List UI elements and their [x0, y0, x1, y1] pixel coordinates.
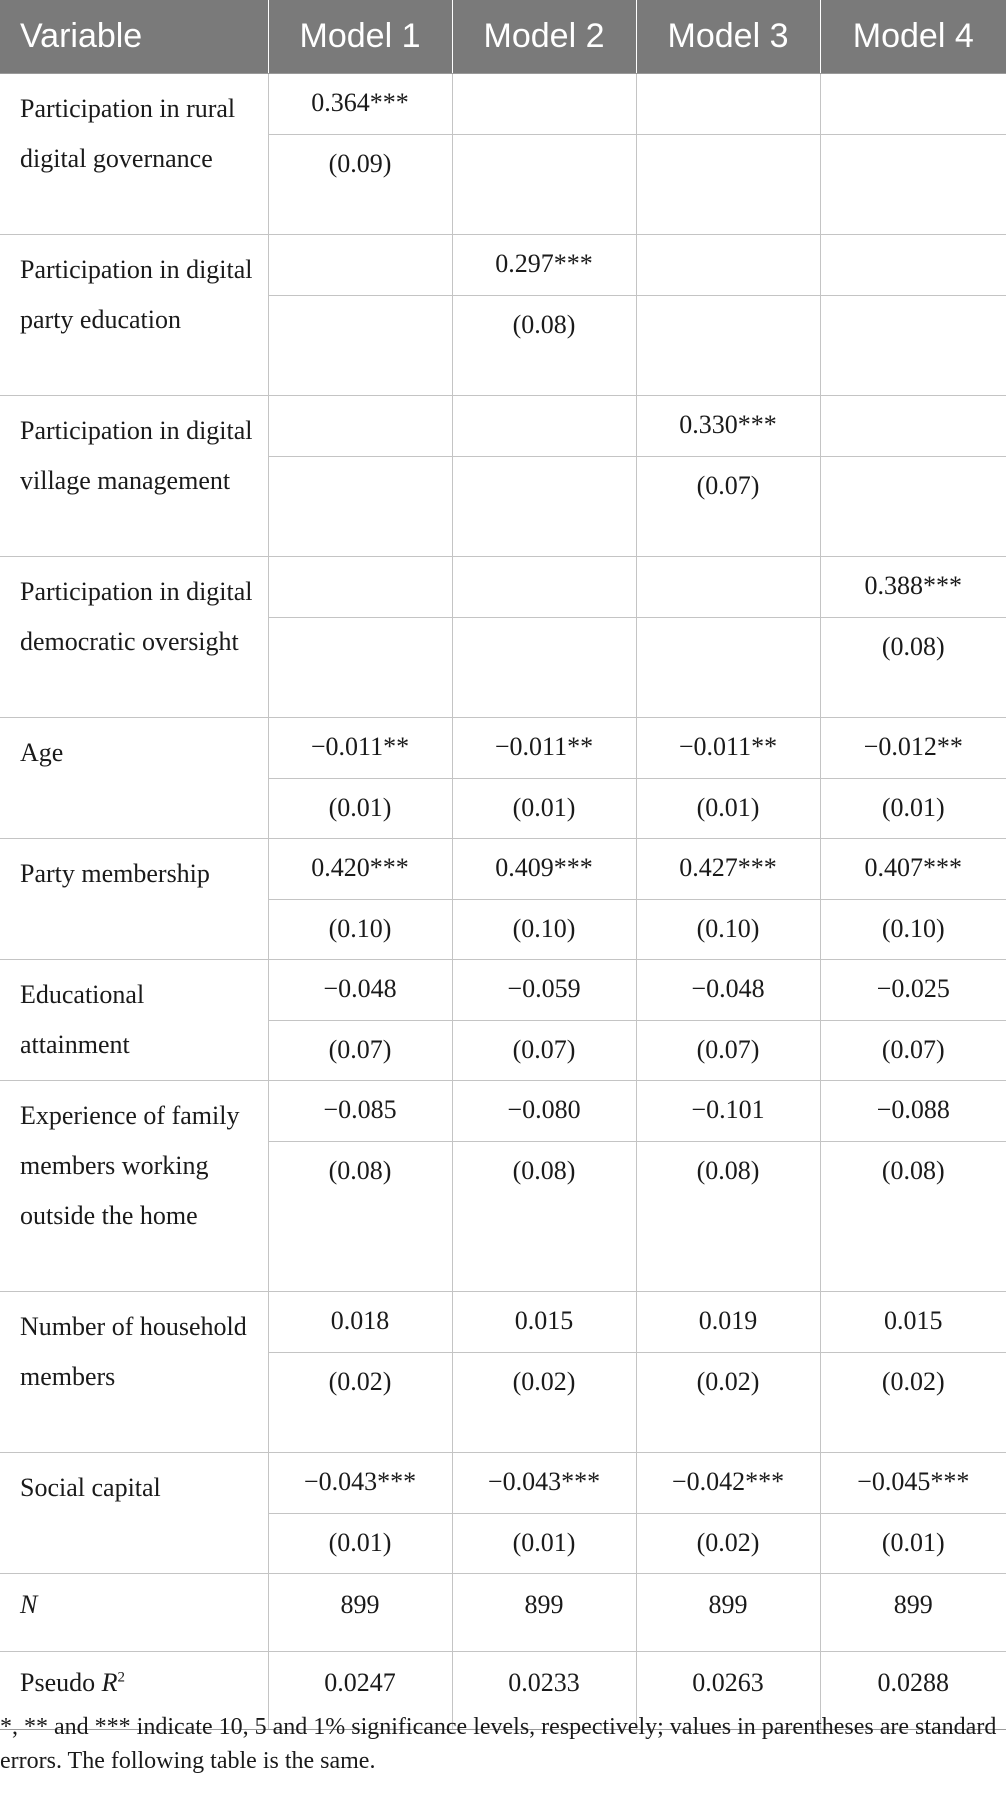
table-row [0, 1453, 1006, 1514]
se-cell: (0.07) [268, 1021, 452, 1081]
se-cell: (0.08) [820, 1142, 1006, 1292]
coef-cell [268, 557, 452, 618]
se-cell [820, 135, 1006, 235]
se-cell: (0.07) [636, 1021, 820, 1081]
se-cell [636, 296, 820, 396]
n-row [0, 1574, 1006, 1652]
coef-cell: −0.059 [452, 960, 636, 1021]
se-cell: (0.02) [636, 1514, 820, 1574]
table-row [0, 718, 1006, 779]
se-cell: (0.07) [820, 1021, 1006, 1081]
se-cell: (0.02) [452, 1353, 636, 1453]
se-cell: (0.09) [268, 135, 452, 235]
se-cell: (0.08) [636, 1142, 820, 1292]
se-cell: (0.01) [636, 779, 820, 839]
coef-cell: −0.080 [452, 1081, 636, 1142]
se-cell [452, 135, 636, 235]
n-value: 899 [636, 1574, 820, 1652]
table-row [0, 1292, 1006, 1353]
table-row [0, 839, 1006, 900]
coef-cell: 0.019 [636, 1292, 820, 1353]
se-cell: (0.08) [452, 296, 636, 396]
coef-cell: −0.012** [820, 718, 1006, 779]
coef-cell: −0.011** [636, 718, 820, 779]
se-cell: (0.08) [452, 1142, 636, 1292]
se-cell: (0.08) [268, 1142, 452, 1292]
coef-cell [820, 396, 1006, 457]
coef-cell: −0.043*** [268, 1453, 452, 1514]
se-cell [452, 618, 636, 718]
variable-label: Participation in digital village management [0, 396, 268, 557]
se-cell [636, 618, 820, 718]
se-cell [268, 296, 452, 396]
coef-cell: −0.011** [452, 718, 636, 779]
table-footnote: *, ** and *** indicate 10, 5 and 1% significance levels, respectively; values in parentheses are standard errors. The following table is the same. [0, 1714, 997, 1774]
se-cell: (0.02) [636, 1353, 820, 1453]
coef-cell: −0.085 [268, 1081, 452, 1142]
header-model-2: Model 2 [452, 0, 636, 74]
coef-cell [820, 74, 1006, 135]
table-row [0, 235, 1006, 296]
r2-value: 0.0247 [268, 1652, 452, 1730]
coef-cell: 0.407*** [820, 839, 1006, 900]
r2-value: 0.0288 [820, 1652, 1006, 1730]
variable-label: Participation in digital party education [0, 235, 268, 396]
variable-label: Social capital [0, 1453, 268, 1574]
header-model-3: Model 3 [636, 0, 820, 74]
n-value: 899 [452, 1574, 636, 1652]
coef-cell: 0.364*** [268, 74, 452, 135]
coef-cell: 0.420*** [268, 839, 452, 900]
coef-cell: 0.409*** [452, 839, 636, 900]
variable-label: Age [0, 718, 268, 839]
se-cell: (0.01) [820, 1514, 1006, 1574]
se-cell: (0.10) [268, 900, 452, 960]
pseudo-r2-label-sup: 2 [117, 1669, 126, 1686]
coef-cell [268, 235, 452, 296]
coef-cell [452, 74, 636, 135]
se-cell: (0.02) [820, 1353, 1006, 1453]
se-cell: (0.01) [820, 779, 1006, 839]
se-cell [452, 457, 636, 557]
coef-cell: 0.018 [268, 1292, 452, 1353]
variable-label: Educational attainment [0, 960, 268, 1081]
se-cell: (0.01) [452, 779, 636, 839]
pseudo-r2-label-text: Pseudo [20, 1668, 102, 1697]
header-row [0, 0, 1006, 74]
n-value: 899 [820, 1574, 1006, 1652]
coef-cell: 0.388*** [820, 557, 1006, 618]
se-cell [268, 618, 452, 718]
se-cell: (0.07) [636, 457, 820, 557]
coef-cell: 0.015 [820, 1292, 1006, 1353]
se-cell: (0.01) [268, 779, 452, 839]
variable-label: Party membership [0, 839, 268, 960]
n-value: 899 [268, 1574, 452, 1652]
header-model-1: Model 1 [268, 0, 452, 74]
coef-cell: −0.045*** [820, 1453, 1006, 1514]
se-cell: (0.01) [268, 1514, 452, 1574]
variable-label: Participation in rural digital governance [0, 74, 268, 235]
n-label: N [0, 1574, 268, 1652]
table-row [0, 960, 1006, 1021]
variable-label: Participation in digital democratic oversight [0, 557, 268, 718]
coef-cell: −0.088 [820, 1081, 1006, 1142]
table-row [0, 396, 1006, 457]
coef-cell: −0.048 [636, 960, 820, 1021]
table-row [0, 74, 1006, 135]
se-cell: (0.01) [452, 1514, 636, 1574]
coef-cell: 0.297*** [452, 235, 636, 296]
coef-cell: −0.025 [820, 960, 1006, 1021]
variable-label: Experience of family members working outside the home [0, 1081, 268, 1292]
table-row [0, 1081, 1006, 1142]
coef-cell: −0.101 [636, 1081, 820, 1142]
coef-cell [820, 235, 1006, 296]
coef-cell: 0.015 [452, 1292, 636, 1353]
se-cell: (0.02) [268, 1353, 452, 1453]
coef-cell: −0.043*** [452, 1453, 636, 1514]
coef-cell: 0.330*** [636, 396, 820, 457]
r2-value: 0.0263 [636, 1652, 820, 1730]
coef-cell: −0.011** [268, 718, 452, 779]
se-cell: (0.10) [452, 900, 636, 960]
variable-label: Number of household members [0, 1292, 268, 1453]
r2-value: 0.0233 [452, 1652, 636, 1730]
se-cell: (0.08) [820, 618, 1006, 718]
coef-cell: −0.042*** [636, 1453, 820, 1514]
se-cell [820, 296, 1006, 396]
coef-cell [636, 235, 820, 296]
table-row [0, 557, 1006, 618]
coef-cell [636, 74, 820, 135]
coef-cell [452, 396, 636, 457]
coef-cell: 0.427*** [636, 839, 820, 900]
coef-cell [636, 557, 820, 618]
pseudo-r2-label-r: R [101, 1668, 118, 1697]
header-variable: Variable [0, 0, 268, 74]
coef-cell [268, 396, 452, 457]
coef-cell: −0.048 [268, 960, 452, 1021]
coef-cell [452, 557, 636, 618]
se-cell: (0.10) [820, 900, 1006, 960]
se-cell [820, 457, 1006, 557]
header-model-4: Model 4 [820, 0, 1006, 74]
se-cell: (0.10) [636, 900, 820, 960]
se-cell [268, 457, 452, 557]
se-cell: (0.07) [452, 1021, 636, 1081]
se-cell [636, 135, 820, 235]
